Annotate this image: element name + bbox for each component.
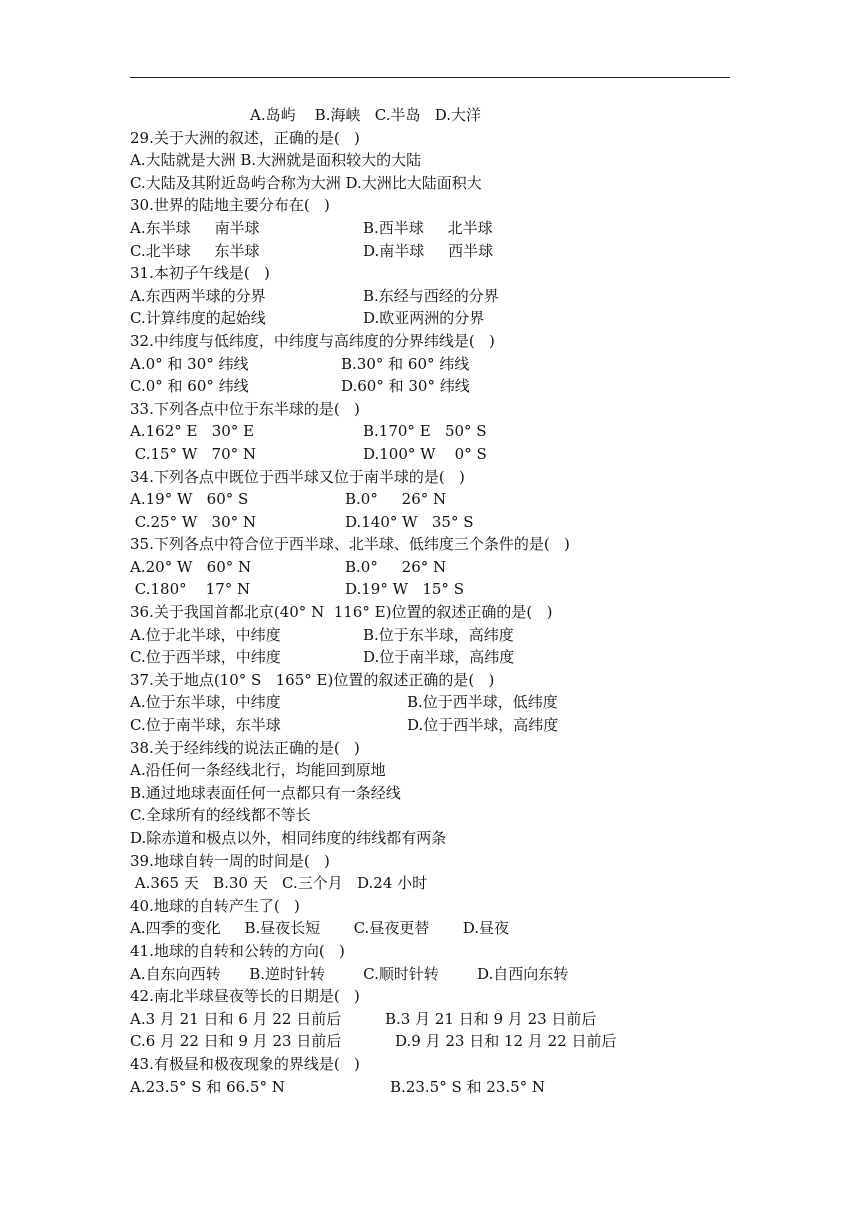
option-text: B.170° E 50° S [363, 422, 487, 441]
text-line [130, 737, 750, 760]
line-text: 31.本初子午线是( ) [130, 264, 270, 283]
option-text: D.南半球 西半球 [363, 241, 494, 260]
option-text: B.东经与西经的分界 [363, 286, 499, 305]
text-line [130, 601, 750, 624]
text-line [130, 646, 750, 669]
line-text: A.0° 和 30° 纬线 [130, 354, 249, 373]
line-text: 40.地球的自转产生了( ) [130, 896, 300, 915]
line-text: A.岛屿 B.海峡 C.半岛 D.大洋 [250, 106, 482, 124]
text-line [130, 217, 750, 240]
line-text: 39.地球自转一周的时间是( ) [130, 851, 330, 870]
line-text: C.位于南半球，东半球 [130, 716, 281, 735]
line-text: A.大陆就是大洲 B.大洲就是面积较大的大陆 [130, 151, 422, 170]
line-text: A.沿任何一条经线北行，均能回到原地 [130, 761, 386, 780]
text-line [130, 1008, 750, 1031]
text-line [130, 1053, 750, 1076]
text-line [130, 578, 750, 601]
option-text: D.9 月 23 日和 12 月 22 日前后 [395, 1032, 617, 1051]
text-line [130, 782, 750, 805]
option-text: D.60° 和 30° 纬线 [341, 377, 470, 396]
text-line [130, 104, 750, 127]
option-text: D.位于西半球，高纬度 [407, 716, 559, 735]
line-text: 38.关于经纬线的说法正确的是( ) [130, 738, 360, 757]
line-text: 30.世界的陆地主要分布在( ) [130, 196, 330, 215]
text-line [130, 624, 750, 647]
text-line [130, 375, 750, 398]
text-line [130, 262, 750, 285]
text-line [130, 172, 750, 195]
option-text: D.19° W 15° S [345, 580, 464, 599]
line-text: 41.地球的自转和公转的方向( ) [130, 941, 345, 960]
text-line [130, 872, 750, 895]
line-text: B.通过地球表面任何一点都只有一条经线 [130, 783, 401, 802]
option-text: B.位于东半球，高纬度 [363, 625, 514, 644]
text-line [130, 307, 750, 330]
line-text: C.大陆及其附近岛屿合称为大洲 D.大洲比大陆面积大 [130, 173, 482, 192]
line-text: C.180° 17° N [130, 580, 251, 599]
option-text: D.位于南半球，高纬度 [363, 648, 515, 667]
option-text: B.3 月 21 日和 9 月 23 日前后 [385, 1009, 597, 1028]
option-text: B.位于西半球，低纬度 [407, 693, 558, 712]
line-text: A.位于北半球，中纬度 [130, 625, 281, 644]
header-rule [130, 77, 730, 78]
option-text: B.0° 26° N [345, 490, 447, 509]
text-line [130, 1030, 750, 1053]
option-text: B.西半球 北半球 [363, 218, 493, 237]
line-text: A.自东向西转 B.逆时针转 C.顺时针转 D.自西向东转 [130, 964, 569, 983]
text-line [130, 669, 750, 692]
line-text: 43.有极昼和极夜现象的界线是( ) [130, 1054, 360, 1073]
line-text: 34.下列各点中既位于西半球又位于南半球的是( ) [130, 467, 465, 486]
option-text: B.0° 26° N [345, 557, 447, 576]
text-line [130, 466, 750, 489]
text-line [130, 917, 750, 940]
text-line [130, 398, 750, 421]
text-line [130, 127, 750, 150]
line-text: A.20° W 60° N [130, 557, 252, 576]
line-text: A.19° W 60° S [130, 490, 249, 509]
option-text: D.140° W 35° S [345, 512, 474, 531]
text-line [130, 533, 750, 556]
text-line [130, 285, 750, 308]
line-text: A.3 月 21 日和 6 月 22 日前后 [130, 1009, 342, 1028]
text-line [130, 827, 750, 850]
text-line [130, 714, 750, 737]
text-line [130, 511, 750, 534]
text-line [130, 443, 750, 466]
text-line [130, 804, 750, 827]
text-line [130, 759, 750, 782]
text-line [130, 850, 750, 873]
text-line [130, 149, 750, 172]
text-line [130, 420, 750, 443]
question-list [130, 104, 750, 1098]
line-text: 35.下列各点中符合位于西半球、北半球、低纬度三个条件的是( ) [130, 535, 570, 554]
option-text: B.23.5° S 和 23.5° N [390, 1077, 546, 1096]
text-line [130, 330, 750, 353]
line-text: A.23.5° S 和 66.5° N [130, 1077, 285, 1096]
text-line [130, 240, 750, 263]
line-text: 33.下列各点中位于东半球的是( ) [130, 399, 360, 418]
option-text: D.欧亚两洲的分界 [363, 309, 485, 328]
line-text: C.15° W 70° N [130, 444, 257, 463]
line-text: C.计算纬度的起始线 [130, 309, 266, 328]
line-text: A.东西两半球的分界 [130, 286, 266, 305]
line-text: A.365 天 B.30 天 C.三个月 D.24 小时 [130, 874, 428, 893]
line-text: D.除赤道和极点以外，相同纬度的纬线都有两条 [130, 829, 447, 847]
option-text: B.30° 和 60° 纬线 [341, 354, 470, 373]
text-line [130, 353, 750, 376]
line-text: A.四季的变化 B.昼夜长短 C.昼夜更替 D.昼夜 [130, 919, 509, 938]
text-line [130, 940, 750, 963]
line-text: A.东半球 南半球 [130, 218, 260, 237]
text-line [130, 895, 750, 918]
line-text: 37.关于地点(10° S 165° E)位置的叙述正确的是( ) [130, 670, 495, 689]
line-text: A.位于东半球，中纬度 [130, 693, 281, 712]
text-line [130, 488, 750, 511]
text-line [130, 194, 750, 217]
text-line [130, 1076, 750, 1099]
line-text: 42.南北半球昼夜等长的日期是( ) [130, 987, 360, 1006]
line-text: C.0° 和 60° 纬线 [130, 377, 249, 396]
text-line [130, 963, 750, 986]
line-text: C.6 月 22 日和 9 月 23 日前后 [130, 1032, 342, 1051]
line-text: 29.关于大洲的叙述，正确的是( ) [130, 128, 360, 147]
text-line [130, 691, 750, 714]
line-text: C.北半球 东半球 [130, 241, 260, 260]
line-text: C.全球所有的经线都不等长 [130, 806, 311, 825]
line-text: C.位于西半球，中纬度 [130, 648, 281, 667]
line-text: 36.关于我国首都北京(40° N 116° E)位置的叙述正确的是( ) [130, 603, 553, 622]
line-text: A.162° E 30° E [130, 422, 255, 441]
line-text: 32.中纬度与低纬度，中纬度与高纬度的分界纬线是( ) [130, 331, 495, 350]
text-line [130, 556, 750, 579]
option-text: D.100° W 0° S [363, 444, 487, 463]
line-text: C.25° W 30° N [130, 512, 257, 531]
text-line [130, 985, 750, 1008]
